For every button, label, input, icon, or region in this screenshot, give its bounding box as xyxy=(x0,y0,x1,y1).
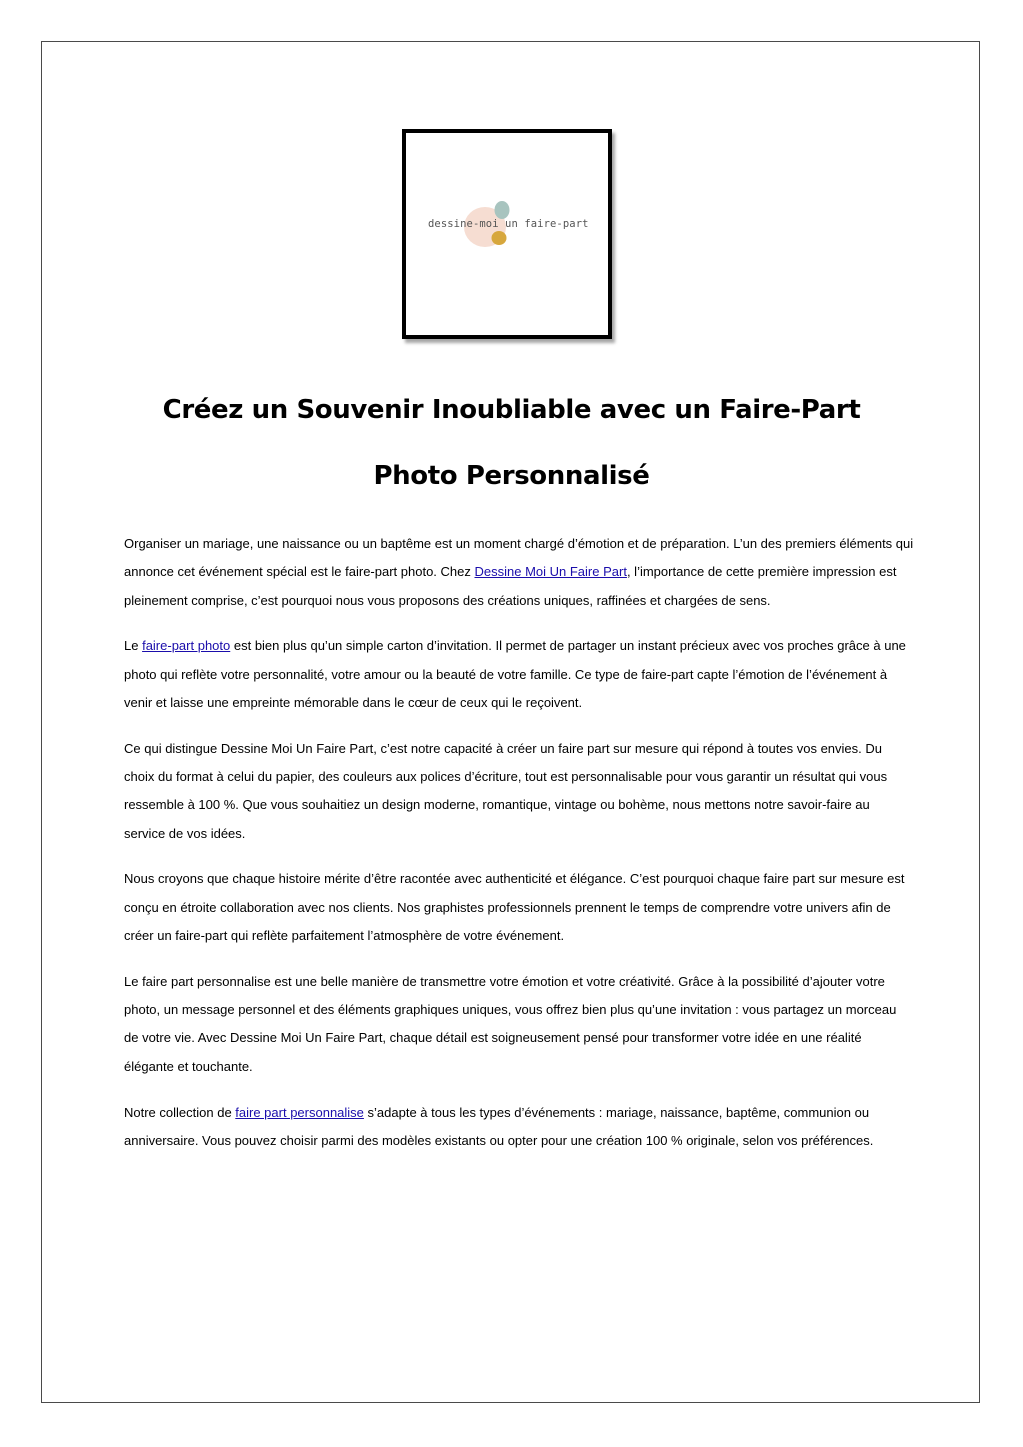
paragraph-intro xyxy=(124,530,914,615)
page-title-line-2: Photo Personnalisé xyxy=(373,461,650,491)
paragraph-sur-mesure: Ce qui distingue Dessine Moi Un Faire Part, c’est notre capacité à créer un faire part sur mesure qui répond à toutes vos envies. Du choix du format à celui du papier, des couleurs aux polices d’écriture, tout est personnalisable pour vous garantir un résultat qui vous ressemble à 100 %. Que vous souhaitiez un design moderne, romantique, vintage ou bohème, nous mettons notre savoir-faire au service de vos idées. xyxy=(124,740,888,841)
paragraph-faire-part-photo xyxy=(124,632,914,717)
logo-dots-graphic xyxy=(406,133,608,335)
paragraph-text: , l’importance de cette première impression est pleinement comprise, c’est pourquoi nous vous proposons des créations uniques, raffinées et chargées de sens. xyxy=(124,564,897,608)
link-faire-part-photo[interactable]: faire-part photo xyxy=(142,638,231,654)
paragraph-text: s’adapte à tous les types d’événements : mariage, naissance, baptême, communion ou anniversaire. Vous pouvez choisir parmi des modèles existants ou opter pour une création 100 % originale, selon vos préférences. xyxy=(124,1104,874,1148)
paragraph-text: Le xyxy=(124,638,143,654)
article-body xyxy=(124,530,914,1173)
paragraph-authenticite: Nous croyons que chaque histoire mérite d’être racontée avec authenticité et élégance. C’est pourquoi chaque faire part sur mesure est conçu en étroite collaboration avec nos clients. Nos graphistes professionnels prennent le temps de comprendre votre univers afin de créer un faire-part qui reflète parfaitement l’atmosphère de votre événement. xyxy=(124,871,905,944)
logo-teal-dot xyxy=(495,201,510,219)
link-faire-part-personnalise[interactable]: faire part personnalise xyxy=(235,1104,364,1120)
page-title-line-1: Créez un Souvenir Inoubliable avec un Faire-Part xyxy=(162,395,861,425)
paragraph-text: Organiser un mariage, une naissance ou un baptême est un moment chargé d’émotion et de préparation. L’un des premiers éléments qui annonce cet événement spécial est le faire-part photo. Chez xyxy=(124,536,914,580)
link-dessine-moi-un-faire-part[interactable]: Dessine Moi Un Faire Part xyxy=(474,564,627,580)
paragraph-text: est bien plus qu’un simple carton d’invitation. Il permet de partager un instant précieux avec vos proches grâce à une photo qui reflète votre personnalité, votre amour ou la beauté de votre famille. Ce type de faire-part capte l’émotion de l’événement à venir et laisse une empreinte mémorable dans le cœur de ceux qui le reçoivent. xyxy=(124,638,906,710)
paragraph-text: Notre collection de xyxy=(124,1104,236,1120)
paragraph-collection xyxy=(124,1099,914,1156)
paragraph-personnalise: Le faire part personnalise est une belle manière de transmettre votre émotion et votre créativité. Grâce à la possibilité d’ajouter votre photo, un message personnel et des éléments graphiques uniques, vous offrez bien plus qu’une invitation : vous partagez un morceau de votre vie. Avec Dessine Moi Un Faire Part, chaque détail est soigneusement pensé pour transformer votre idée en une réalité élégante et touchante. xyxy=(124,973,897,1074)
logo-gold-dot xyxy=(492,231,507,245)
brand-logo xyxy=(402,129,612,339)
logo-wordmark: dessine-moi un faire-part xyxy=(428,218,589,230)
